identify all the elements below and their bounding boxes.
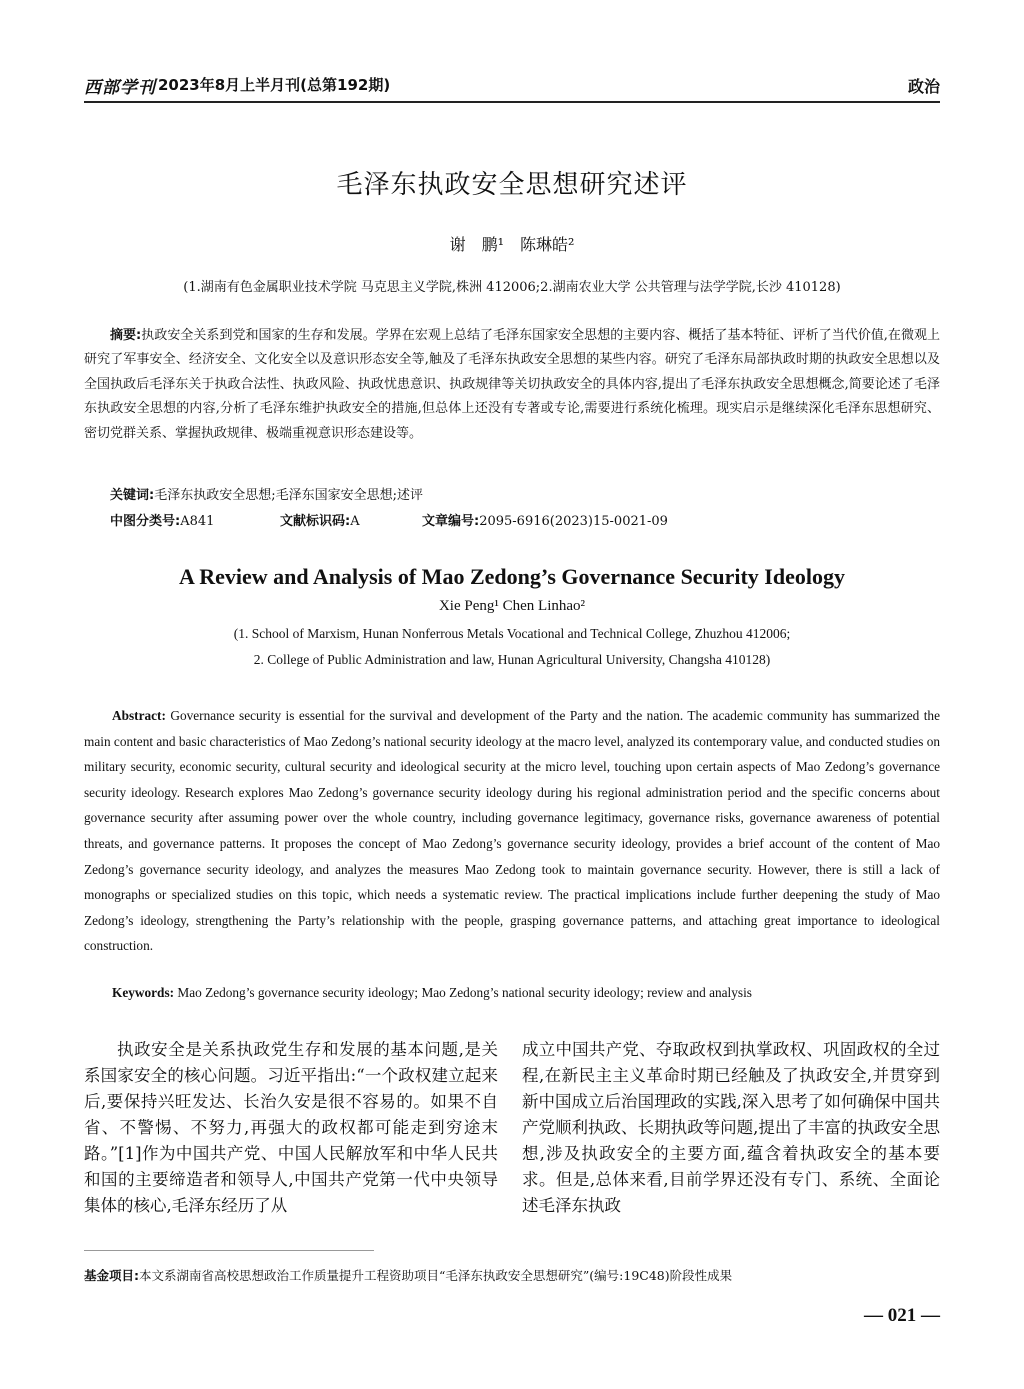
funding-footnote bbox=[84, 1266, 940, 1284]
clc-number bbox=[110, 510, 214, 529]
author-affiliation: (1.湖南有色金属职业技术学院 马克思主义学院,株洲 412006;2.湖南农业大学 公共管理与法学学院,长沙 410128) bbox=[183, 280, 841, 295]
english-authors: Xie Peng¹ Chen Linhao² bbox=[438, 598, 586, 614]
english-abstract-text: Governance security is essential for the survival and development of the Party and the nation. The academic community has summarized the main content and basic characteristics of Mao Zedong’s national security ideology at the macro level, analyzed its contemporary value, and conducted studies on military security, economic security, cultural security and ideological security at the micro level, touching upon certain aspects of Mao Zedong’s governance security ideology. Research explores Mao Zedong’s governance security ideology during his regional administration period and the specific concerns about governance security after assuming power over the whole country, including governance legitimacy, governance risks, governance awareness of potential threats, and governance patterns. It proposes the concept of Mao Zedong’s governance security ideology, provides a brief account of the content of Mao Zedong’s governance security ideology, and analyzes the measures Mao Zedong took to maintain governance security. However, there is still a lack of monographs or specialized studies on this topic, which needs a systematic review. The practical implications include further deepening the study of Mao Zedong’s ideology, strengthening the Party’s relationship with the people, grasping governance patterns, and attaching great importance to ideological construction. bbox=[84, 708, 940, 954]
english-keywords-label: Keywords: bbox=[112, 985, 175, 1000]
body-right-column: 成立中国共产党、夺取政权到执掌政权、巩固政权的全过程,在新民主主义革命时期已经触及了执政安全,并贯穿到新中国成立后治国理政的实践,深入思考了如何确保中国共产党顺利执政、长期执政等问题,提出了丰富的执政安全思想,涉及执政安全的主要方面,蕴含着执政安全的基本要求。但是,总体来看,目前学界还没有专门、系统、全面论述毛泽东执政 bbox=[522, 1040, 940, 1215]
header-divider bbox=[84, 101, 940, 103]
journal-logo: 西部学刊 bbox=[84, 78, 156, 98]
abstract-label: 摘要: bbox=[110, 328, 142, 343]
english-keywords-text: Mao Zedong’s governance security ideology; Mao Zedong’s national security ideology; review and analysis bbox=[177, 985, 752, 1000]
abstract-text: 执政安全关系到党和国家的生存和发展。学界在宏观上总结了毛泽东国家安全思想的主要内容、概括了基本特征、评析了当代价值,在微观上研究了军事安全、经济安全、文化安全以及意识形态安全等,触及了毛泽东执政安全思想的某些内容。研究了毛泽东局部执政时期的执政安全思想以及全国执政后毛泽东关于执政合法性、执政风险、执政忧患意识、执政规律等关切执政安全的具体内容,提出了毛泽东执政安全思想概念,简要论述了毛泽东执政安全思想的内容,分析了毛泽东维护执政安全的措施,但总体上还没有专著或专论,需要进行系统化梳理。现实启示是继续深化毛泽东思想研究、密切党群关系、掌握执政规律、极端重视意识形态建设等。 bbox=[84, 328, 941, 441]
english-title: A Review and Analysis of Mao Zedong’s Governance Security Ideology bbox=[179, 564, 845, 589]
english-affiliation-2: 2. College of Public Administration and law, Hunan Agricultural University, Changsha 410128) bbox=[253, 652, 771, 667]
section-name: 政治 bbox=[907, 77, 940, 96]
page-header bbox=[84, 72, 940, 100]
chinese-abstract bbox=[84, 324, 940, 446]
document-code bbox=[280, 510, 360, 529]
article-number bbox=[422, 510, 668, 529]
english-affiliation-1: (1. School of Marxism, Hunan Nonferrous Metals Vocational and Technical College, Zhuzhou 412006; bbox=[233, 626, 791, 641]
footnote-divider bbox=[84, 1250, 374, 1251]
keywords-text: 毛泽东执政安全思想;毛泽东国家安全思想;述评 bbox=[154, 488, 423, 503]
chinese-keywords bbox=[110, 484, 423, 503]
doc-code-value: A bbox=[350, 514, 360, 529]
doc-code-label: 文献标识码: bbox=[280, 514, 351, 529]
article-no-label: 文章编号: bbox=[422, 514, 480, 529]
journal-issue: 2023年8月上半月刊(总第192期) bbox=[158, 76, 391, 94]
english-keywords bbox=[112, 985, 752, 1001]
footnote-text: 本文系湖南省高校思想政治工作质量提升工程资助项目“毛泽东执政安全思想研究”(编号:19C48)阶段性成果 bbox=[139, 1268, 733, 1283]
page-number: — 021 — bbox=[864, 1305, 940, 1326]
clc-value: A841 bbox=[180, 514, 215, 529]
english-abstract-label: Abstract: bbox=[112, 708, 166, 723]
english-abstract bbox=[84, 703, 940, 959]
article-authors: 谢 鹏¹ 陈琳皓² bbox=[449, 235, 575, 254]
clc-label: 中图分类号: bbox=[110, 514, 181, 529]
footnote-label: 基金项目: bbox=[84, 1268, 139, 1283]
article-title: 毛泽东执政安全思想研究述评 bbox=[336, 170, 688, 200]
article-no-value: 2095-6916(2023)15-0021-09 bbox=[479, 514, 668, 529]
keywords-label: 关键词: bbox=[110, 488, 155, 503]
body-left-column: 执政安全是关系执政党生存和发展的基本问题,是关系国家安全的核心问题。习近平指出:“一个政权建立起来后,要保持兴旺发达、长治久安是很不容易的。如果不自省、不警惕、不努力,再强大的政权都可能走到穷途末路。”[1]作为中国共产党、中国人民解放军和中华人民共和国的主要缔造者和领导人,中国共产党第一代中央领导集体的核心,毛泽东经历了从 bbox=[84, 1040, 498, 1215]
